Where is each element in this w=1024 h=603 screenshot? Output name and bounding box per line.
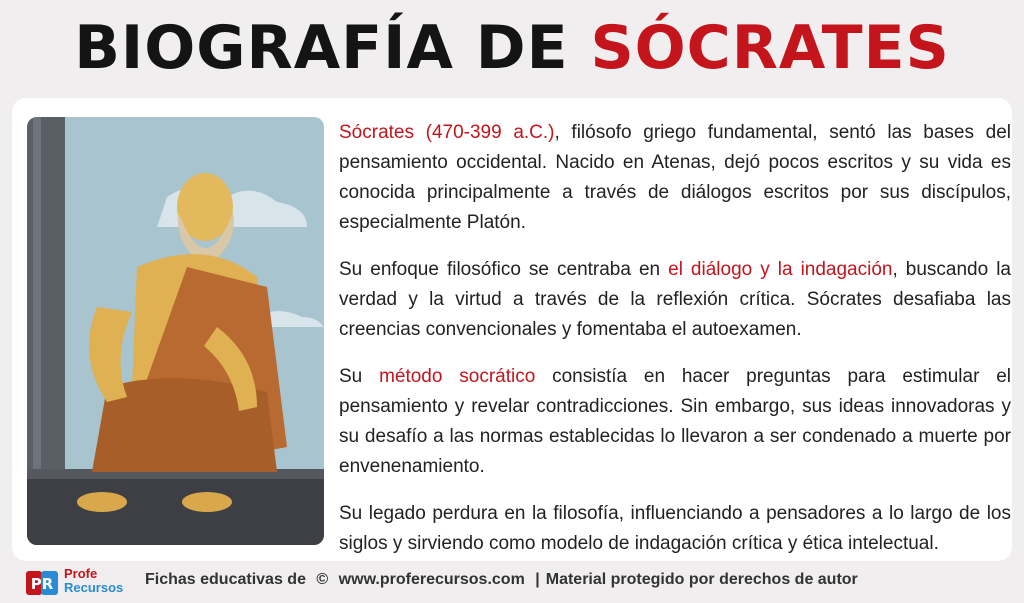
profe-recursos-logo-text <box>64 567 123 595</box>
paragraph-1 <box>339 118 1011 238</box>
paragraph-3-lead: Su <box>339 366 380 387</box>
footer-rights: Material protegido por derechos de autor <box>545 571 858 588</box>
paragraph-2-lead: Su enfoque filosófico se centraba en <box>339 259 669 280</box>
title-part-1: BIOGRAFÍA DE <box>74 13 591 83</box>
paragraph-3 <box>339 362 1011 482</box>
paragraph-4: Su legado perdura en la filosofía, influenciando a pensadores a lo largo de los siglos y sirviendo como modelo de indagación crítica y ética intelectual. <box>339 503 1011 554</box>
highlight-dialogo: el diálogo y la indagación <box>668 259 893 280</box>
profe-recursos-logo-icon <box>26 569 60 597</box>
logo-line-1: Profe <box>64 566 98 581</box>
footer-line <box>145 571 864 589</box>
highlight-socrates-dates: Sócrates (470-399 a.C.) <box>339 122 555 143</box>
copyright-icon: © <box>316 571 329 588</box>
page-title <box>0 6 1024 90</box>
footer-website: www.proferecursos.com <box>338 571 525 588</box>
paragraph-3-text: consistía en hacer preguntas para estimular el pensamiento y revelar contradicciones. Sin embargo, sus ideas innovadoras y su desafío a las normas establecidas lo llevaron a ser condenado a muerte por envenenamiento. <box>339 366 1011 477</box>
footer-fichas: Fichas educativas de <box>145 571 306 588</box>
title-part-2: SÓCRATES <box>590 13 950 83</box>
biography-text <box>339 118 1011 576</box>
logo-line-2: Recursos <box>64 580 124 595</box>
highlight-metodo: método socrático <box>379 366 536 387</box>
paragraph-1-text: , filósofo griego fundamental, sentó las bases del pensamiento occidental. Nacido en Atenas, dejó pocos escritos y su vida es conocida principalmente a través de diálogos escritos por sus discípulos, especialmente Platón. <box>339 122 1011 233</box>
svg-text:PR: PR <box>30 575 54 593</box>
footer-separator: | <box>535 571 540 588</box>
paragraph-2 <box>339 255 1011 345</box>
paragraph-2-text: , buscando la verdad y la virtud a través de la reflexión crítica. Sócrates desafiaba las creencias convencionales y fomentaba el autoexamen. <box>339 259 1011 340</box>
socrates-illustration <box>27 117 324 545</box>
